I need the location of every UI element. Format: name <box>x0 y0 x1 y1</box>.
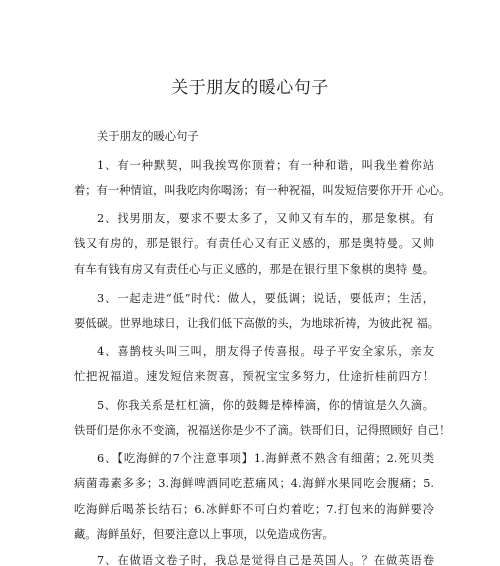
paragraph-line: 3、一起走进“低”时代：做人，要低调；说话，要低声；生活， <box>97 292 434 305</box>
paragraph-line: 4、喜鹊枝头叫三叫，朋友得子传喜报。母子平安全家乐，亲友 <box>97 345 434 358</box>
paragraph-line: 5、你我关系是杠杠滴，你的鼓舞是棒棒滴，你的情谊是久久滴。 <box>97 399 434 412</box>
paragraph-line: 病菌毒素多多；3.海鲜啤酒同吃惹痛风；4.海鲜水果同吃会腹痛；5. <box>74 477 434 490</box>
paragraph-line: 着；有一种情谊，叫我吃肉你喝汤；有一种祝福，叫发短信要你开开 心心。 <box>74 184 451 197</box>
paragraph-line: 忙把祝福道。速发短信来贺喜，预祝宝宝多努力，仕途折桂前四方！ <box>74 370 434 383</box>
paragraph-line: 7、在做语文卷子时，我总是觉得自己是英国人。？在做英语卷 <box>97 554 434 566</box>
paragraph-line: 铁哥们是你永不变滴，祝福送你是少不了滴。铁哥们日，记得照顾好 自己！ <box>74 424 451 437</box>
document-title: 关于朋友的暖心句子 <box>171 78 329 98</box>
paragraph-line: 关于朋友的暖心句子 <box>97 130 199 143</box>
paragraph-line: 钱又有房的，那是银行。有责任心又有正义感的，那是奥特曼。又帅 <box>74 237 434 250</box>
paragraph-line: 6、【吃海鲜的7个注意事项】1.海鲜煮不熟含有细菌；2.死贝类 <box>97 452 434 465</box>
paragraph-line: 要低碳。世界地球日，让我们低下高傲的头，为地球祈祷，为彼此祝 福。 <box>74 317 440 330</box>
paragraph-line: 1、有一种默契，叫我挨骂你顶着；有一种和谐，叫我坐着你站 <box>97 159 434 172</box>
paragraph-line: 有车有钱有房又有责任心与正义感的，那是在银行里下象棋的奥特 曼。 <box>74 263 434 276</box>
paragraph-line: 藏。海鲜虽好，但要注意以上事项，以免造成伤害。 <box>74 528 334 541</box>
paragraph-line: 吃海鲜后喝茶长结石；6.冰鲜虾不可白灼着吃；7.打包来的海鲜要冷 <box>74 503 434 516</box>
paragraph-line: 2、找男朋友，要求不要太多了，又帅又有车的，那是象棋。有 <box>97 212 434 225</box>
